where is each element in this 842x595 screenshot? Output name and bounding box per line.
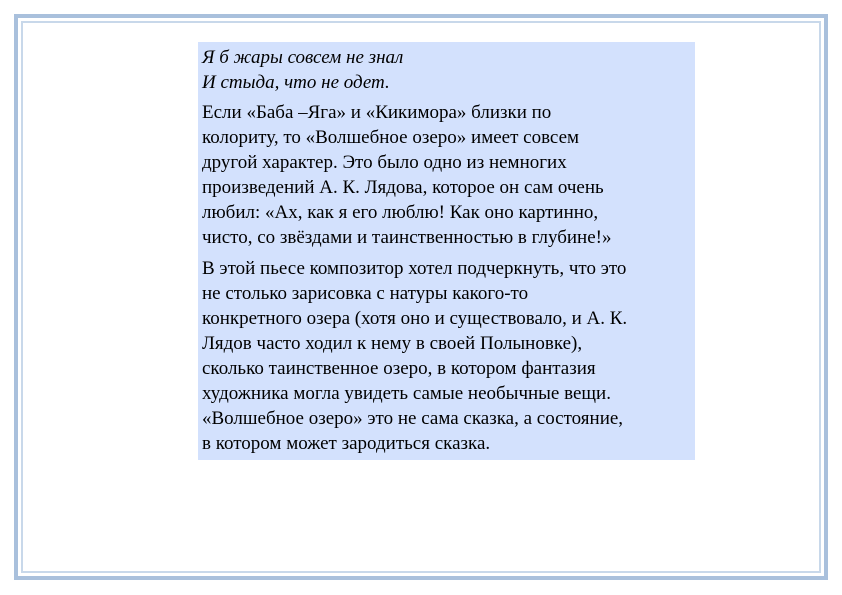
paragraph-line: Если «Баба –Яга» и «Кикимора» близки по — [202, 102, 552, 123]
poem-quote — [202, 45, 691, 95]
paragraph-line: другой характер. Это было одно из немногих — [202, 152, 567, 173]
paragraph-line: Лядов часто ходил к нему в своей Полыновке), — [202, 333, 583, 354]
paragraph-line: любил: «Ах, как я его люблю! Как оно картинно, — [202, 202, 599, 223]
paragraph-line: сколько таинственное озеро, в котором фантазия — [202, 358, 596, 379]
paragraph-1 — [202, 100, 691, 250]
paragraph-line: «Волшебное озеро» это не сама сказка, а состояние, — [202, 408, 624, 429]
paragraph-line: конкретного озера (хотя оно и существовало, и А. К. — [202, 308, 628, 329]
paragraph-line: художника могла увидеть самые необычные вещи. — [202, 383, 611, 404]
text-box — [198, 42, 695, 460]
paragraph-line: произведений А. К. Лядова, которое он сам очень — [202, 177, 604, 198]
poem-line: Я б жары совсем не знал — [202, 47, 404, 68]
paragraph-2 — [202, 256, 691, 456]
poem-line: И стыда, что не одет. — [202, 72, 390, 93]
paragraph-line: в котором может зародиться сказка. — [202, 433, 491, 454]
paragraph-line: не столько зарисовка с натуры какого-то — [202, 283, 529, 304]
paragraph-line: колориту, то «Волшебное озеро» имеет совсем — [202, 127, 580, 148]
paragraph-line: чисто, со звёздами и таинственностью в глубине!» — [202, 227, 612, 248]
paragraph-line: В этой пьесе композитор хотел подчеркнуть, что это — [202, 258, 627, 279]
